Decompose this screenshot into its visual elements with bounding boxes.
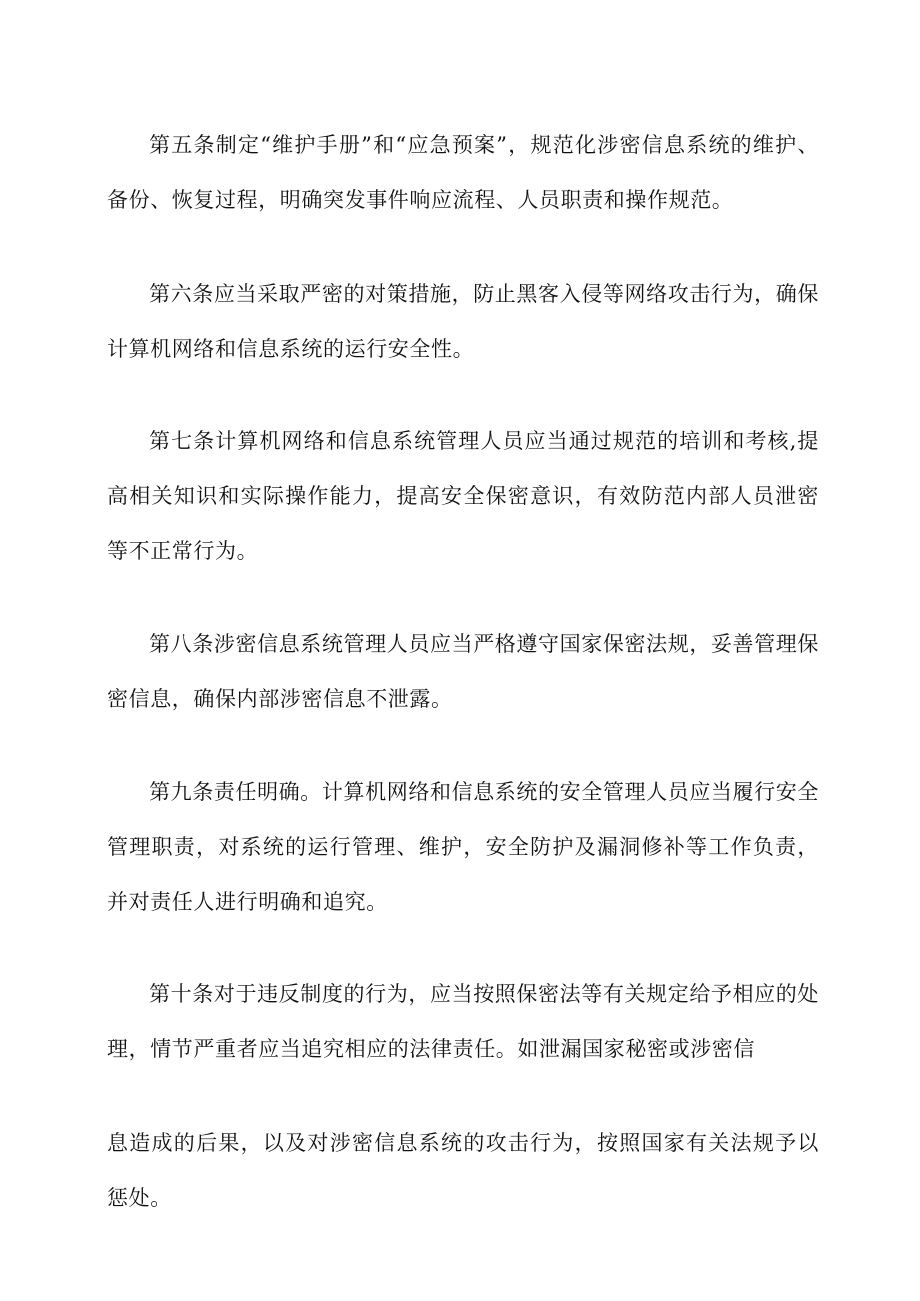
article-8-paragraph: 第八条涉密信息系统管理人员应当严格遵守国家保密法规，妥善管理保密信息，确保内部涉密信息不泄露。 bbox=[107, 632, 819, 711]
article-10-paragraph: 第十条对于违反制度的行为，应当按照保密法等有关规定给予相应的处理，情节严重者应当追究相应的法律责任。如泄漏国家秘密或涉密信 bbox=[107, 982, 819, 1061]
article-7-paragraph: 第七条计算机网络和信息系统管理人员应当通过规范的培训和考核,提高相关知识和实际操作能力，提高安全保密意识，有效防范内部人员泄密等不正常行为。 bbox=[107, 429, 819, 563]
article-6-paragraph: 第六条应当采取严密的对策措施，防止黑客入侵等网络攻击行为，确保计算机网络和信息系统的运行安全性。 bbox=[107, 282, 819, 361]
article-10-continuation: 息造成的后果，以及对涉密信息系统的攻击行为，按照国家有关法规予以惩处。 bbox=[107, 1131, 819, 1210]
article-5-paragraph: 第五条制定“维护手册”和“应急预案”，规范化涉密信息系统的维护、备份、恢复过程，明确突发事件响应流程、人员职责和操作规范。 bbox=[107, 133, 819, 212]
article-9-paragraph: 第九条责任明确。计算机网络和信息系统的安全管理人员应当履行安全管理职责，对系统的运行管理、维护，安全防护及漏洞修补等工作负责，并对责任人进行明确和追究。 bbox=[107, 780, 819, 914]
